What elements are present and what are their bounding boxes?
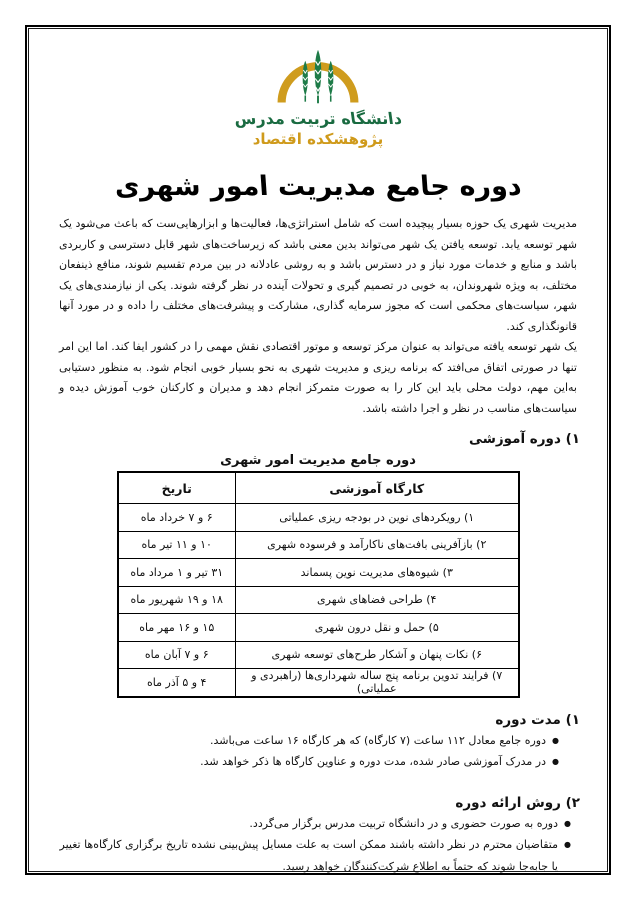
workshop-cell: ۷) فرایند تدوین برنامه پنج ساله شهرداری‌ها (راهبردی و عملیاتی) (236, 669, 519, 697)
column-header-date: تاریخ (118, 472, 236, 504)
list-item (55, 730, 559, 752)
course-table-title: دوره جامع مدیریت امور شهری (220, 453, 416, 468)
table-row (118, 641, 519, 669)
intro-paragraph-1: مدیریت شهری یک حوزه بسیار پیچیده است که شامل استراتژی‌ها، فعالیت‌ها و ابزارهایی‌ست که باعث می‌شود یک شهر توسعه یابد. توسعه یافتن یک شهر می‌تواند بدین معنی باشد که زیرساخت‌های شهر قابل دسترسی و کاربردی باشد و منابع و خدمات مورد نیاز و در دسترس باشد و به روشی عادلانه در بین مردم تقسیم شوند، منافع ذینفعان مختلف، به ویژه شهروندان، به خوبی در تصمیم گیری و تحولات آینده در نظر گرفته شوند. یکی از نیازمندی‌های یک شهر، سیاست‌های محکمی است که مجوز سرمایه گذاری، مشارکت و پیشرفت‌های مختلف را داده و در مورد آنها قانونگذاری کند. (59, 217, 577, 333)
list-item (55, 834, 571, 877)
duration-bullet-list (29, 730, 607, 773)
bullet-icon: ● (552, 757, 559, 766)
course-schedule-table (117, 471, 520, 698)
workshop-cell: ۵) حمل و نقل درون شهری (236, 614, 519, 642)
table-row (118, 586, 519, 614)
institute-name: پژوهشکده اقتصاد (252, 130, 384, 148)
table-header-row (118, 472, 519, 504)
list-item (55, 751, 559, 773)
column-header-workshop: کارگاه آموزشی (236, 472, 519, 504)
letterhead (29, 29, 607, 149)
bullet-text: دوره جامع معادل ۱۱۲ ساعت (۷ کارگاه) که هر کارگاه ۱۶ ساعت می‌باشد. (209, 733, 546, 747)
workshop-cell: ۶) نکات پنهان و آشکار طرح‌های توسعه شهری (236, 641, 519, 669)
date-cell: ۶ و ۷ آبان ماه (118, 641, 236, 669)
bullet-icon: ● (552, 735, 559, 745)
date-cell: ۴ و ۵ آذر ماه (118, 669, 236, 697)
table-row (118, 669, 519, 697)
workshop-cell: ۳) شیوه‌های مدیریت نوین پسماند (236, 559, 519, 587)
table-row (118, 504, 519, 532)
intro-text (29, 208, 607, 419)
date-cell: ۳۱ تیر و ۱ مرداد ماه (118, 559, 236, 587)
bullet-text: دوره به صورت حضوری و در دانشگاه تربیت مدرس برگزار می‌گردد. (249, 816, 558, 830)
date-cell: ۱۰ و ۱۱ تیر ماه (118, 531, 236, 559)
workshop-cell: ۲) بازآفرینی بافت‌های ناکارآمد و فرسوده شهری (236, 531, 519, 559)
university-logo-icon (268, 46, 368, 110)
document-title: دوره جامع مدیریت امور شهری (113, 171, 523, 202)
date-cell: ۶ و ۷ خرداد ماه (118, 504, 236, 532)
delivery-bullet-list (29, 813, 607, 878)
table-row (118, 559, 519, 587)
bullet-text: متقاضیان محترم در نظر داشته باشند ممکن است به علت مسایل پیش‌بینی نشده تاریخ برگزاری کارگاه‌ها تغییر یا جابه‌جا شوند که حتماً به اطلاع شرکت‌کنندگان خواهد رسید. (59, 838, 558, 873)
section-heading-course: ۱) دوره آموزشی (468, 431, 580, 447)
intro-paragraph-2: یک شهر توسعه یافته می‌تواند به عنوان مرکز توسعه و موتور اقتصادی نقش مهمی را در کشور ایفا کند. اما این امر تنها در صورتی اتفاق می‌افتد که برنامه ریزی و مدیریت شهری به نحو بسیار خوبی انجام شود. به منظور دستیابی به‌این مهم، دولت محلی باید این کار را به صورت متمرکز انجام دهد و مدیران و کارکنان خوب آموزش دیده و سیاست‌های مناسب در نظر و اجرا داشته باشد. (59, 340, 577, 415)
list-item (55, 813, 571, 835)
table-row (118, 614, 519, 642)
university-name: دانشگاه تربیت مدرس (232, 109, 404, 128)
date-cell: ۱۸ و ۱۹ شهریور ماه (118, 586, 236, 614)
workshop-cell: ۱) رویکردهای نوین در بودجه ریزی عملیاتی (236, 504, 519, 532)
section-heading-delivery: ۲) روش ارائه دوره (455, 794, 580, 811)
date-cell: ۱۵ و ۱۶ مهر ماه (118, 614, 236, 642)
page-border-frame (25, 25, 611, 875)
bullet-icon: ● (564, 818, 571, 828)
section-heading-duration: ۱) مدت دوره (495, 711, 580, 728)
table-row (118, 531, 519, 559)
bullet-text: در مدرک آموزشی صادر شده، مدت دوره و عناوین کارگاه ها ذکر خواهد شد. (200, 755, 546, 768)
workshop-cell: ۴) طراحی فضاهای شهری (236, 586, 519, 614)
page-content-area (28, 28, 608, 872)
bullet-icon: ● (564, 840, 571, 849)
